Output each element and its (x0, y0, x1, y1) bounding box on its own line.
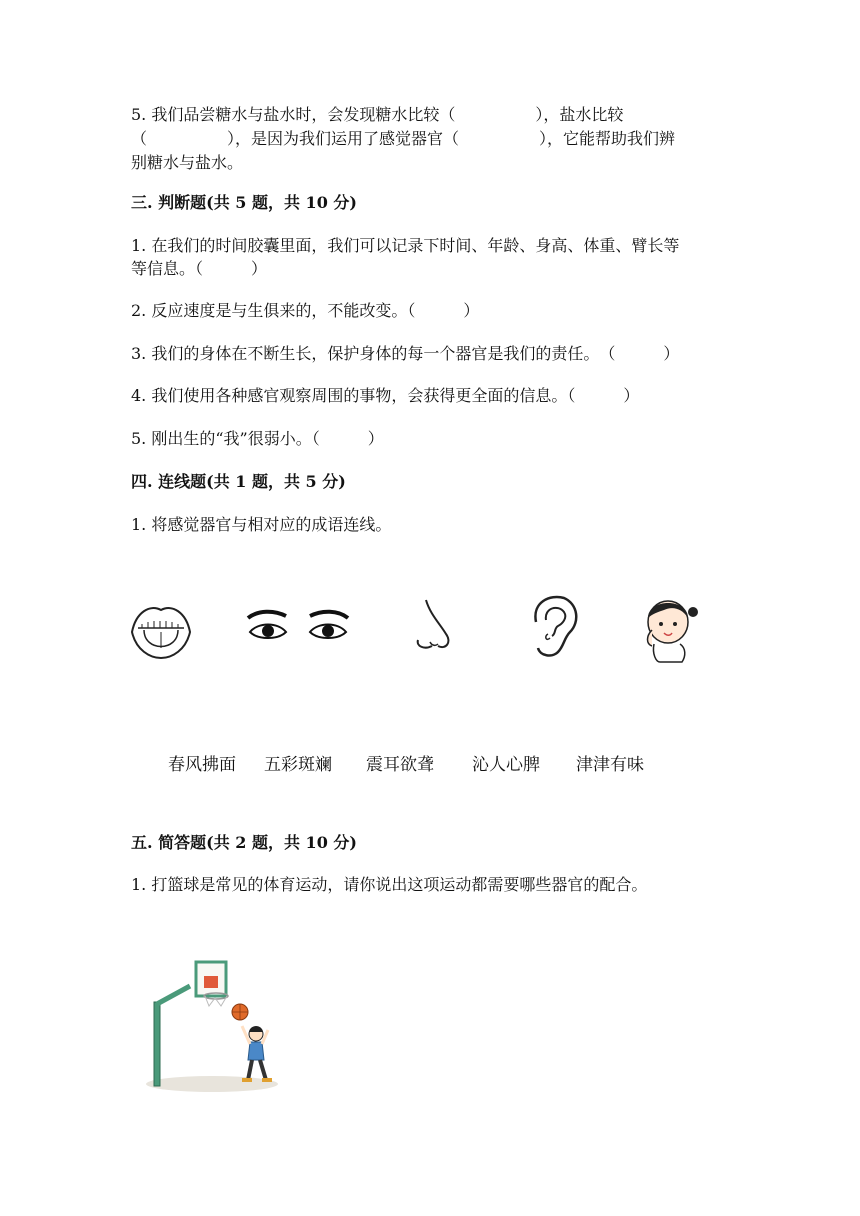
judge-question-2: 2. 反应速度是与生俱来的，不能改变。（ ） (131, 301, 480, 320)
judge-question-1-line-1: 1. 在我们的时间胶囊里面，我们可以记录下时间、年龄、身高、体重、臂长等 (131, 236, 680, 255)
judge-question-4: 4. 我们使用各种感官观察周围的事物，会获得更全面的信息。（ ） (131, 386, 640, 405)
section-3-heading: 三. 判断题(共 5 题，共 10 分) (131, 193, 357, 212)
idiom-2: 五彩斑斓 (264, 755, 332, 775)
judge-question-3: 3. 我们的身体在不断生长，保护身体的每一个器官是我们的责任。 （ ） (131, 344, 680, 363)
fill-question-5-line-1: 5. 我们品尝糖水与盐水时，会发现糖水比较（ ），盐水比较 (131, 105, 624, 124)
nose-icon (406, 596, 462, 656)
idiom-1: 春风拂面 (168, 755, 236, 775)
ear-icon (526, 592, 582, 662)
matching-question-1: 1. 将感觉器官与相对应的成语连线。 (131, 515, 392, 534)
mouth-tongue-icon (128, 598, 194, 664)
short-answer-question-1: 1. 打篮球是常见的体育运动，请你说出这项运动都需要哪些器官的配合。 (131, 875, 648, 894)
idiom-4: 沁人心脾 (472, 755, 540, 775)
idiom-5: 津津有味 (576, 755, 644, 775)
fill-question-5-line-2: （ ），是因为我们运用了感觉器官（ ），它能帮助我们辨 (131, 129, 676, 148)
judge-question-5: 5. 刚出生的“我”很弱小。（ ） (131, 429, 384, 448)
basketball-player-illustration (142, 956, 282, 1096)
idiom-3: 震耳欲聋 (366, 755, 434, 775)
section-4-heading: 四. 连线题(共 1 题，共 5 分) (131, 472, 346, 491)
eyes-icon (244, 608, 352, 650)
judge-question-1-line-2: 等信息。（ ） (131, 259, 268, 278)
section-5-heading: 五. 简答题(共 2 题，共 10 分) (131, 833, 357, 852)
fill-question-5-line-3: 别糖水与盐水。 (131, 153, 244, 172)
idiom-list (0, 750, 860, 780)
girl-touching-face-icon (638, 594, 700, 664)
